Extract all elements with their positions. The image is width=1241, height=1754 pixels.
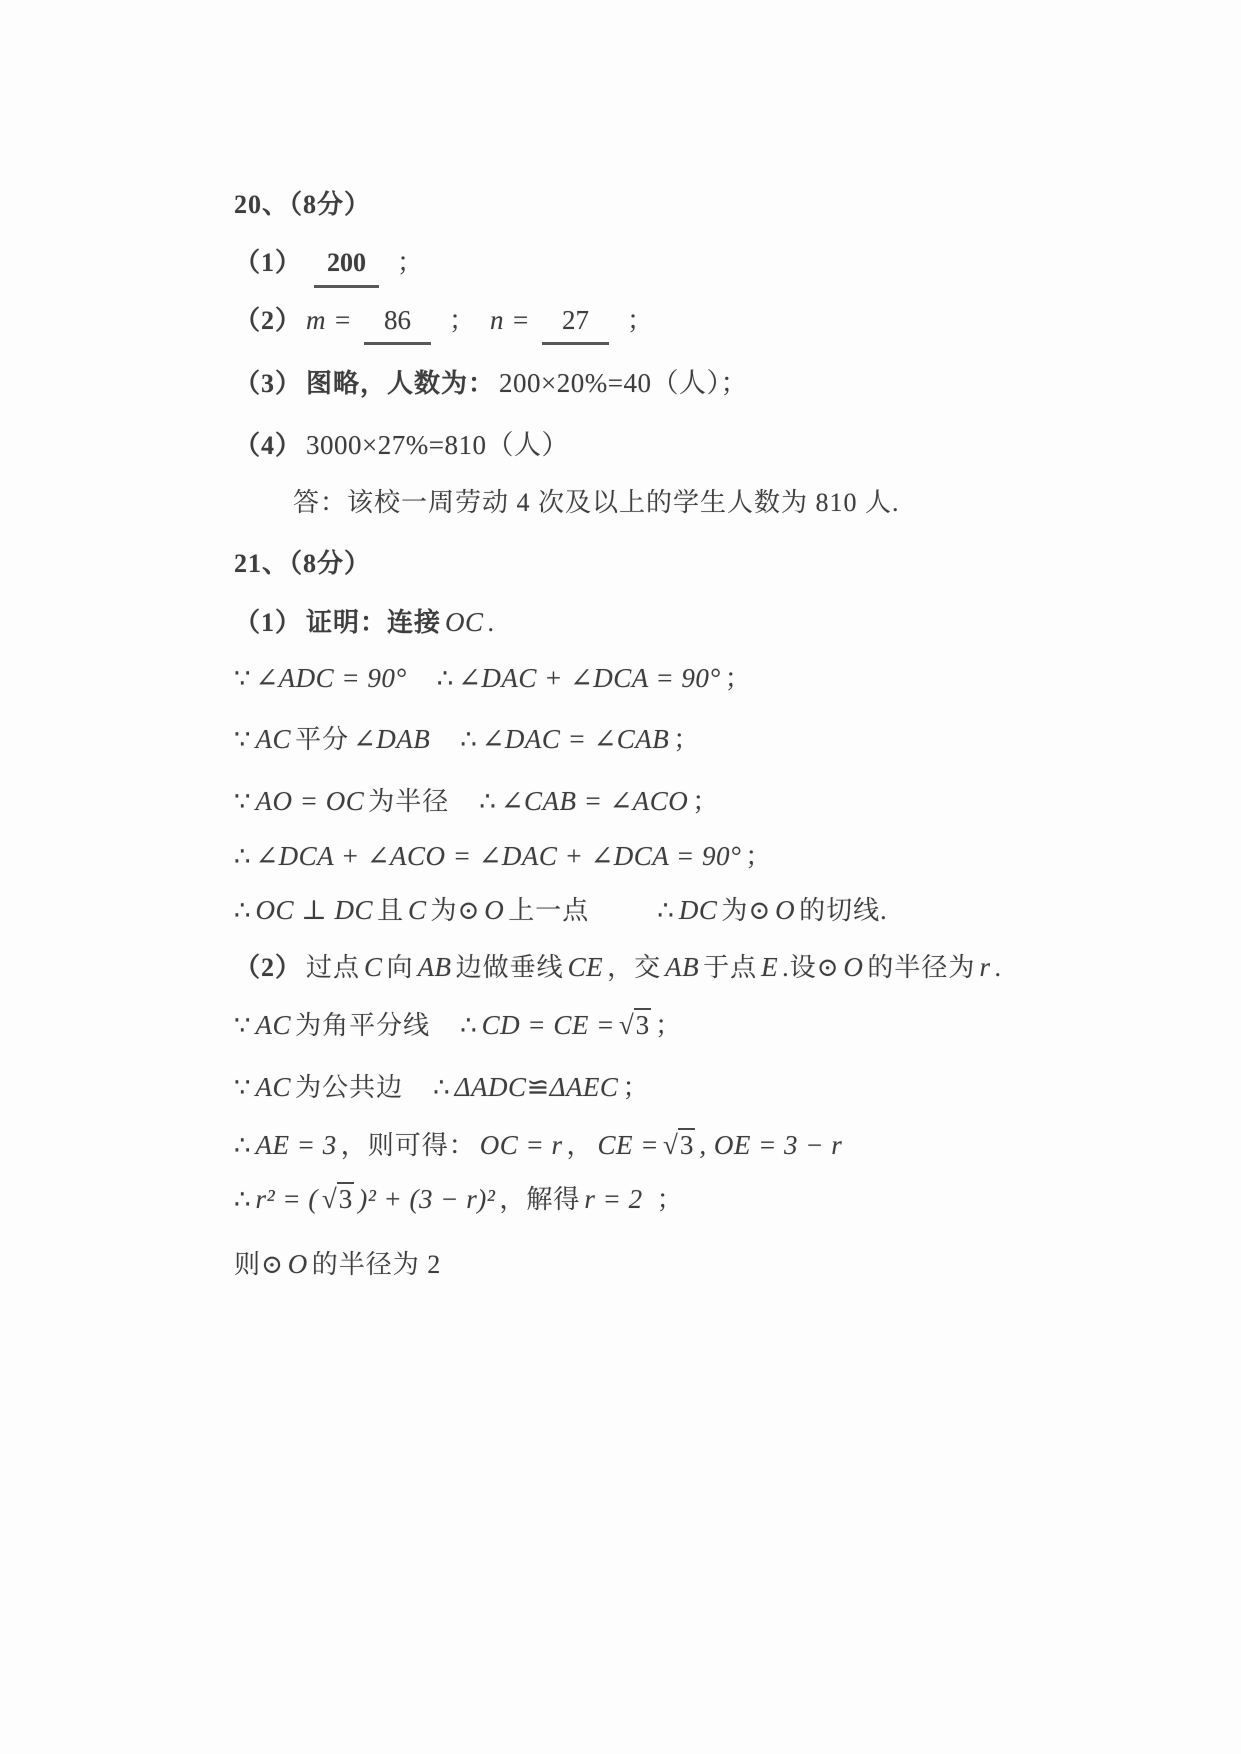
equation: ∠CAB = ∠ACO [500,786,689,816]
chinese-text: 为公共边 [295,1073,404,1102]
math-term: E [761,952,779,982]
equation: , OE = 3 − r [699,1130,843,1160]
chinese-text: 于点 [703,953,758,982]
equation: ∠ADC = 90° [255,663,407,693]
sqrt-3 [619,1010,651,1040]
therefore-symbol: ∴ [479,787,497,816]
chinese-text: 为角平分线 [295,1011,431,1040]
chinese-text: 图略，人数为： [306,369,496,398]
chinese-text: ，解得 [499,1185,581,1214]
q21-part2-line1 [234,1008,686,1043]
punct: ； [626,306,654,335]
formula: 200×20%=40（人）； [499,368,748,398]
chinese-text: 过点 [306,953,361,982]
because-symbol: ∵ [234,725,252,754]
punct: ； [397,248,425,277]
part-label: （3） [234,369,303,398]
q20-part4 [234,428,573,463]
radical-sign: √ [321,1184,337,1214]
math-term: C [407,895,427,925]
math-term: r [979,952,991,982]
punct: ； [692,787,720,816]
punct: ； [673,725,701,754]
part-label: （2） [234,306,303,335]
therefore-symbol: ∴ [657,896,675,925]
punct: ； [656,1185,684,1214]
punct: ； [448,306,476,335]
q21-proof-line1 [234,661,756,696]
q21-part2 [234,950,1006,985]
part-label: （4） [234,431,303,460]
q21-header: 21、（8分） [234,549,372,578]
because-symbol: ∵ [234,787,252,816]
math-term: CE [567,952,604,982]
blank-answer-200: 200 [314,246,379,288]
sqrt-3 [322,1184,354,1214]
congruence-statement: ΔADC≌ΔAEC [454,1072,619,1102]
therefore-symbol: ∴ [234,1185,252,1214]
equation: AE = 3 [255,1130,337,1160]
math-term: AB [665,952,700,982]
math-term: C [364,952,383,982]
math-term: AC [255,1072,292,1102]
formula: 3000×27%=810（人） [306,430,569,460]
math-term: DC [678,895,718,925]
chinese-text: 证明：连接 [306,608,442,637]
equation: )² + (3 − r)² [358,1184,496,1214]
q21-proof-line4 [234,839,776,874]
chinese-text: 平分 [295,725,350,754]
equation: OC = r [479,1130,563,1160]
punct: ； [655,1011,683,1040]
therefore-symbol: ∴ [460,725,478,754]
radical-sign: √ [618,1010,634,1040]
chinese-text: 且 [376,896,404,925]
chinese-text: 的切线. [799,896,888,925]
q21-part2-line2 [234,1070,653,1105]
radicand: 3 [338,1184,353,1214]
equation: ∠DAC = ∠CAB [481,724,670,754]
blank-answer-n: 27 [542,303,609,345]
math-term: AC [255,1010,292,1040]
part-label: （2） [234,953,303,982]
math-term: O [484,895,505,925]
q21-proof-line2 [234,722,704,757]
chinese-text: .设⊙ [782,953,840,982]
chinese-text: 则⊙ [234,1250,284,1279]
q21-conclusion [234,1247,445,1282]
therefore-symbol: ∴ [234,896,252,925]
punct: ； [724,664,752,693]
radicand: 3 [635,1010,650,1040]
chinese-text: 为⊙ [721,896,772,925]
math-term: O [843,952,864,982]
chinese-text: 为⊙ [430,896,481,925]
var-n: n = [490,305,530,335]
q21-proof-line3 [234,784,723,819]
var-m: m = [306,305,352,335]
equation: CD = CE = [481,1010,615,1040]
therefore-symbol: ∴ [460,1011,478,1040]
math-term: OC [445,607,484,637]
equation: ∠DCA + ∠ACO = ∠DAC + ∠DCA = 90° [255,841,742,871]
q20-part1 [234,246,428,288]
q21-proof-line5 [234,893,892,928]
radical-sign: √ [663,1130,678,1160]
math-term: AC [255,724,292,754]
therefore-symbol: ∴ [436,664,455,693]
chinese-text: 边做垂线 [455,953,564,982]
because-symbol: ∵ [234,664,252,693]
therefore-symbol: ∴ [433,1073,451,1102]
punct: ； [745,842,773,871]
punct: . [487,608,496,637]
q20-part3 [234,366,752,401]
chinese-text: 的半径为 2 [311,1250,442,1279]
therefore-symbol: ∴ [234,842,252,871]
equation: r² = ( [255,1184,318,1214]
chinese-text: 向 [386,953,414,982]
therefore-symbol: ∴ [234,1131,252,1160]
math-term: ∠DAB [353,724,431,754]
equation: CE = [597,1130,660,1160]
math-term: AB [417,952,452,982]
because-symbol: ∵ [234,1073,252,1102]
q20-part2 [234,303,658,345]
q21-part1-proof [234,605,499,640]
part-label: （1） [234,248,303,277]
q21-part2-line4 [234,1182,688,1217]
chinese-text: ，交 [607,953,662,982]
equation: AO = OC [255,786,365,816]
equation: OC ⊥ DC [255,895,373,925]
blank-answer-m: 86 [364,303,431,345]
equation: r = 2 [584,1184,643,1214]
chinese-text: 上一点 [508,896,590,925]
punct: ， [566,1131,594,1160]
sqrt-3 [663,1130,695,1160]
q21-part2-line3 [234,1128,846,1163]
chinese-text: 的半径为 [867,953,976,982]
chinese-text: ，则可得： [340,1131,476,1160]
math-term: O [775,895,796,925]
because-symbol: ∵ [234,1011,252,1040]
q20-header: 20、（8分） [234,190,372,219]
punct: ； [622,1073,650,1102]
equation: ∠DAC + ∠DCA = 90° [458,663,721,693]
chinese-text: 为半径 [368,787,450,816]
q20-answer-sentence: 答：该校一周劳动 4 次及以上的学生人数为 810 人. [293,488,900,517]
punct: . [994,953,1002,982]
radicand: 3 [679,1130,694,1160]
part-label: （1） [234,608,303,637]
math-term: O [287,1249,308,1279]
